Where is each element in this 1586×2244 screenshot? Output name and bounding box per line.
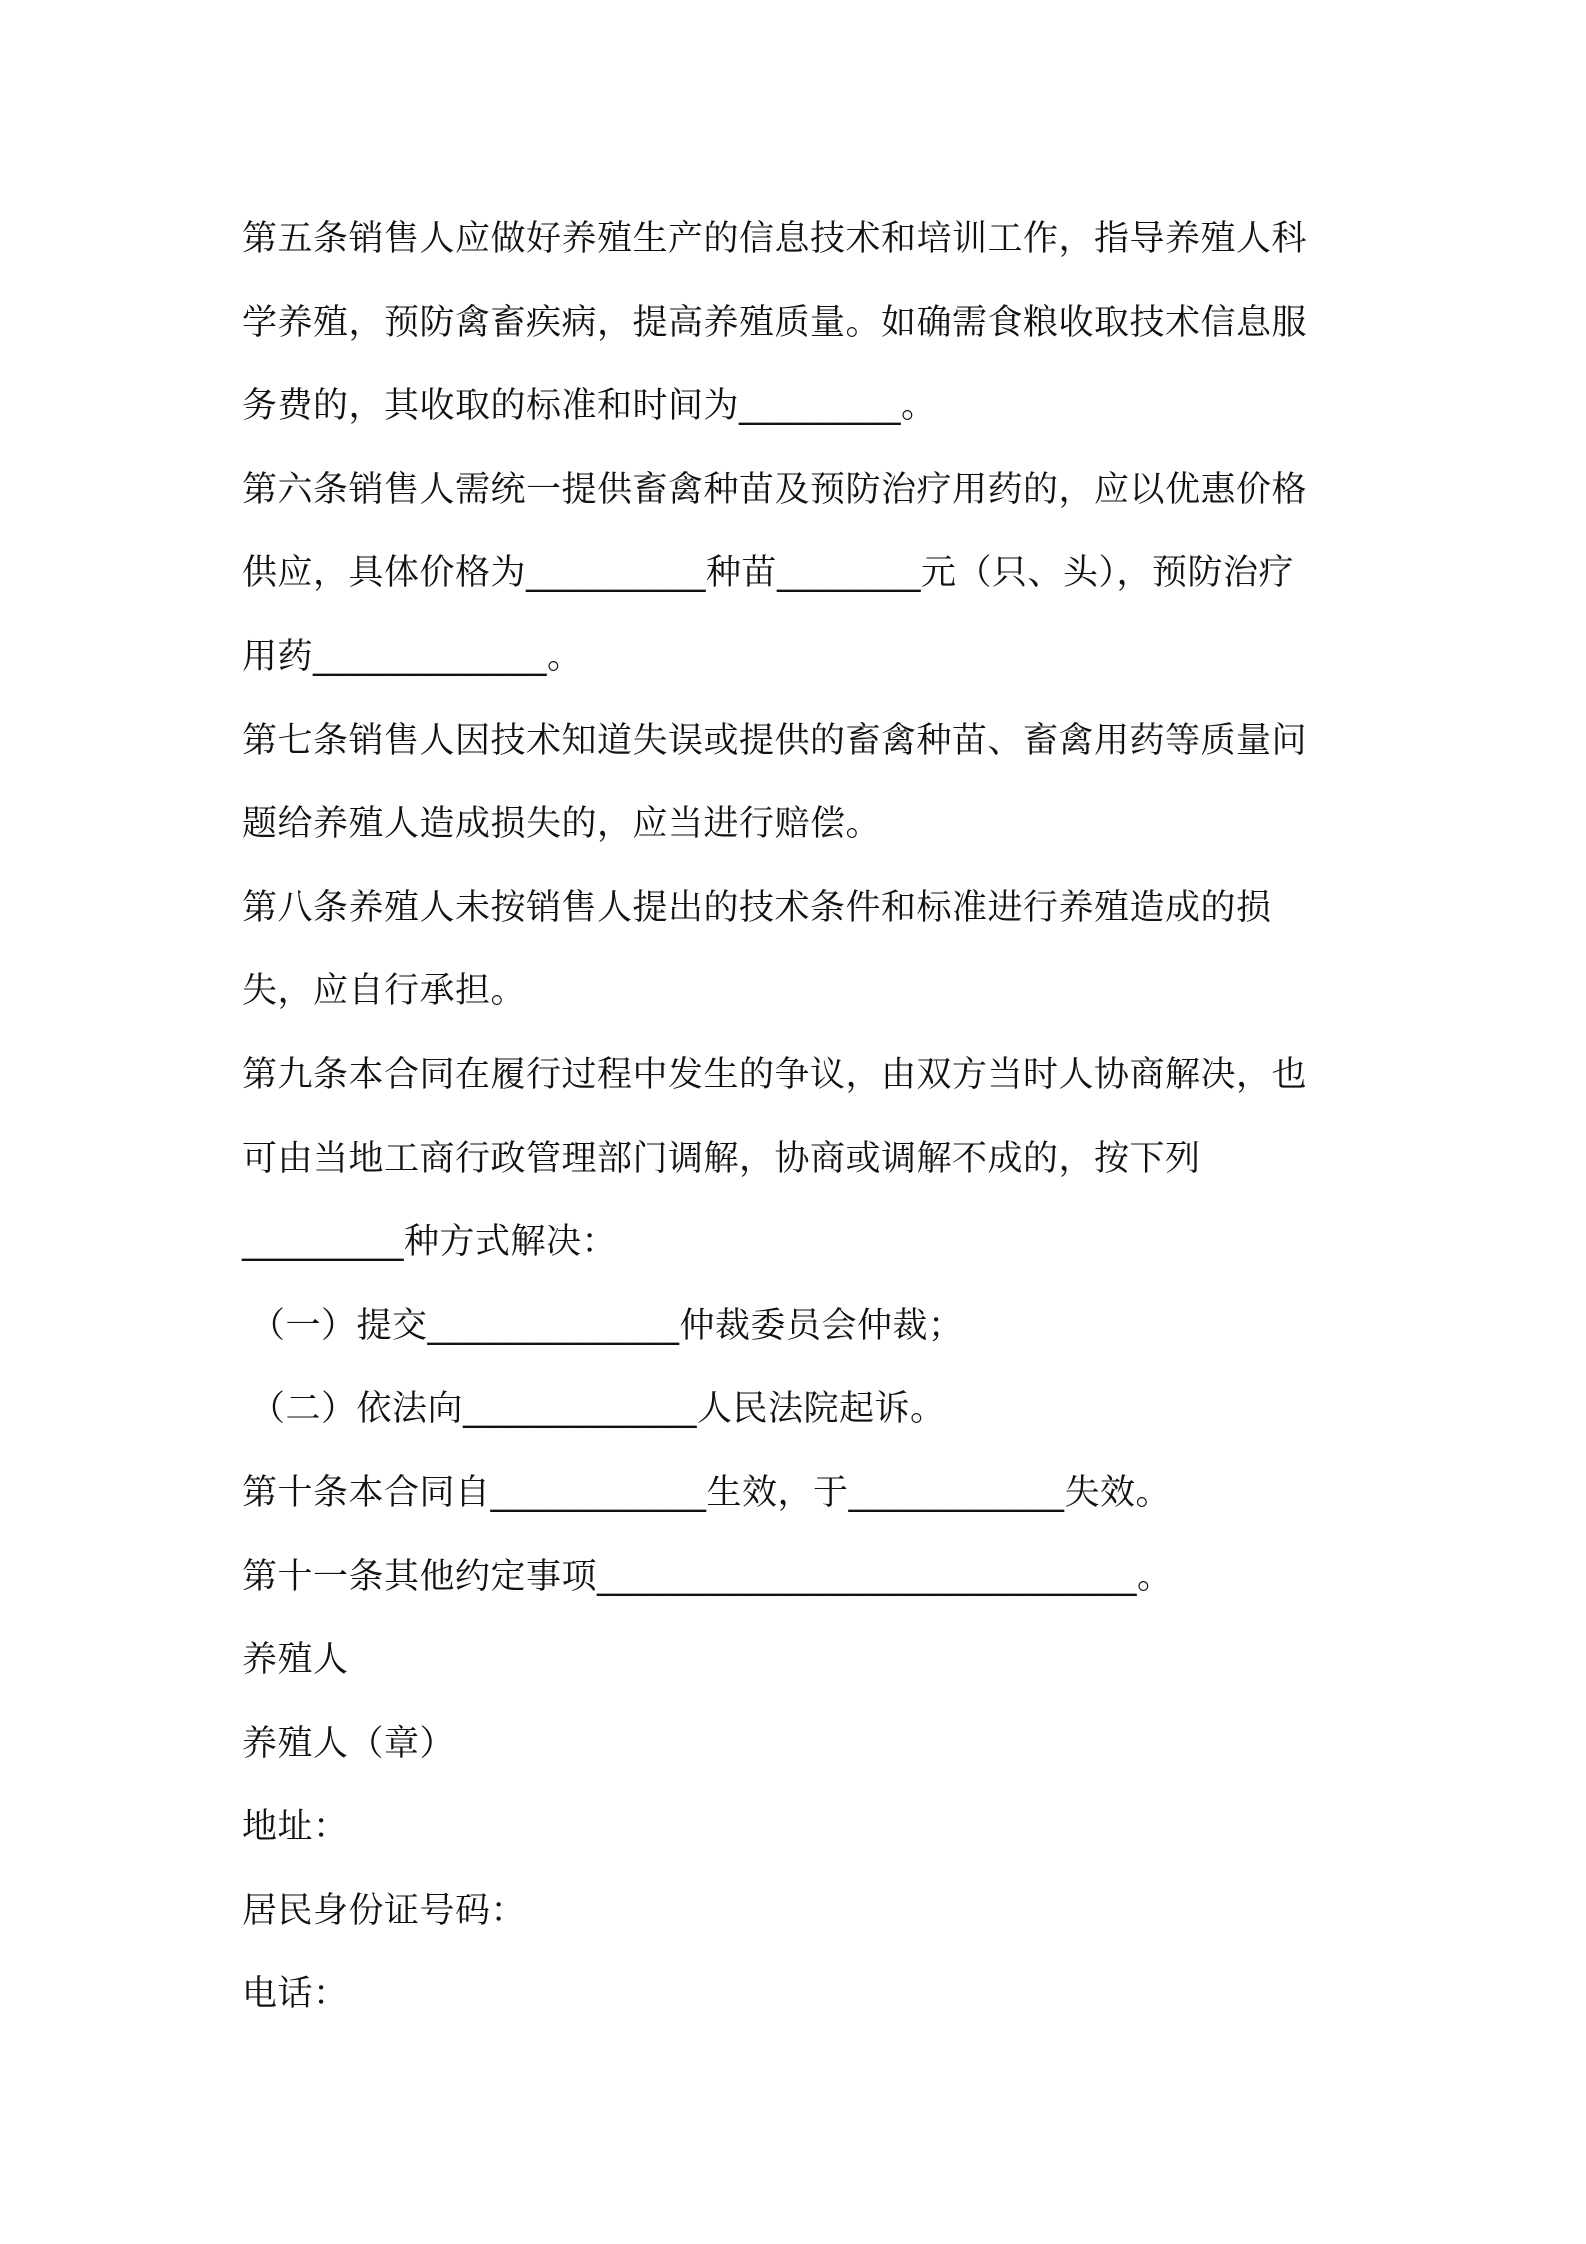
contract-text [242,198,1357,2037]
article-7-line-2: 题给养殖人造成损失的，应当进行赔偿。 [242,804,882,845]
article-10-line: 第十条本合同自____________生效，于____________失效。 [242,1472,1172,1513]
article-7-line-1: 第七条销售人因技术知道失误或提供的畜禽种苗、畜禽用药等质量问 [242,720,1308,761]
address-label: 地址： [242,1807,349,1848]
article-8-line-1: 第八条养殖人未按销售人提出的技术条件和标准进行养殖造成的损 [242,887,1272,928]
article-9-line-3: _________种方式解决： [242,1222,618,1263]
article-6-line-3: 用药_____________。 [242,636,583,677]
article-6-line-1: 第六条销售人需统一提供畜禽种苗及预防治疗用药的，应以优惠价格 [242,469,1308,510]
id-number-label: 居民身份证号码： [242,1890,527,1931]
seal-label: 养殖人（章） [242,1723,456,1764]
article-5-line-2: 学养殖，预防禽畜疾病，提高养殖质量。如确需食粮收取技术信息服 [242,302,1308,343]
article-9-line-1: 第九条本合同在履行过程中发生的争议，由双方当时人协商解决，也 [242,1054,1308,1095]
article-6-line-2: 供应，具体价格为__________种苗________元（只、头），预防治疗 [242,553,1295,594]
article-9-option-2: （二）依法向_____________人民法院起诉。 [250,1389,946,1430]
signature-label: 养殖人 [242,1640,349,1681]
article-9-option-1: （一）提交______________仲裁委员会仲裁； [250,1305,964,1346]
article-5-line-1: 第五条销售人应做好养殖生产的信息技术和培训工作，指导养殖人科 [242,219,1308,259]
article-8-line-2: 失，应自行承担。 [242,971,527,1012]
article-5-line-3: 务费的，其收取的标准和时间为_________。 [242,386,937,427]
article-11-line: 第十一条其他约定事项______________________________。 [242,1556,1173,1597]
phone-label: 电话： [242,1974,349,2015]
article-9-line-2: 可由当地工商行政管理部门调解，协商或调解不成的，按下列 [242,1138,1201,1179]
